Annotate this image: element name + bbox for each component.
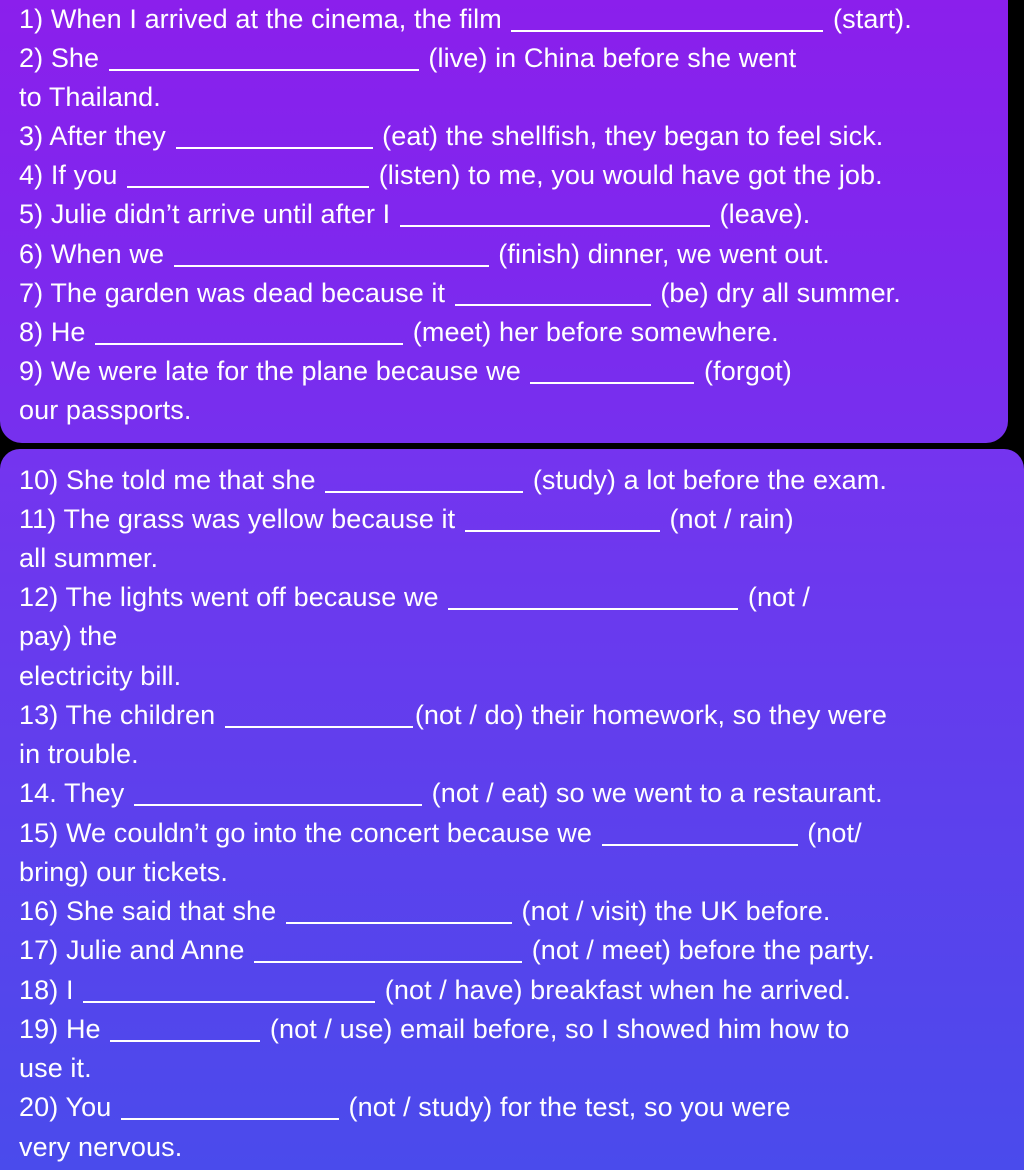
exercise-number: 16) [19,896,59,926]
sentence-start: She said that she [65,896,277,926]
answer-blank[interactable] [325,491,523,493]
answer-blank[interactable] [448,608,738,610]
verb-hint: (not / [747,582,811,612]
verb-hint: (forgot) [704,356,792,386]
exercise-15-continuation: bring) our tickets. [19,857,228,887]
exercise-number: 18) [19,975,59,1005]
answer-blank[interactable] [225,726,413,728]
answer-blank[interactable] [83,1001,375,1003]
answer-blank[interactable] [602,844,798,846]
exercise-number: 10) [19,465,59,495]
exercise-13 [19,697,887,733]
verb-hint: (not / have) breakfast when he arrived. [384,975,851,1005]
exercise-number: 9) [19,356,44,386]
answer-blank[interactable] [286,922,512,924]
exercise-number: 7) [19,278,44,308]
sentence-start: When I arrived at the cinema, the film [50,4,502,34]
exercise-number: 6) [19,239,44,269]
answer-blank[interactable] [530,382,694,384]
exercise-9-continuation: our passports. [19,395,192,425]
verb-hint: (leave). [719,199,811,229]
exercise-7 [19,275,901,311]
exercise-6 [19,236,830,272]
sentence-start: She told me that she [65,465,316,495]
verb-hint: (start). [833,4,912,34]
answer-blank[interactable] [455,304,651,306]
exercise-17 [19,932,875,968]
answer-blank[interactable] [176,147,373,149]
answer-blank[interactable] [511,30,823,32]
sentence-start: You [65,1092,112,1122]
exercise-number: 15) [19,818,59,848]
exercise-15 [19,815,862,851]
exercise-20-continuation: very nervous. [19,1132,183,1162]
sentence-start: The garden was dead because it [50,278,446,308]
exercise-5 [19,196,810,232]
exercise-3 [19,118,883,154]
sentence-start: She [50,43,100,73]
exercise-number: 3) [19,121,44,151]
verb-hint: (not / do) their homework, so they were [414,700,887,730]
exercise-number: 12) [19,582,59,612]
answer-blank[interactable] [121,1118,339,1120]
answer-blank[interactable] [465,530,660,532]
verb-hint: (not/ [807,818,862,848]
exercise-number: 2) [19,43,44,73]
sentence-start: He [65,1014,101,1044]
exercise-10 [19,462,887,498]
sentence-start: Julie and Anne [65,935,245,965]
sentence-start: The lights went off because we [65,582,439,612]
verb-hint: (not / study) for the test, so you were [348,1092,791,1122]
exercise-11 [19,501,794,537]
exercise-8 [19,314,779,350]
bottom-message-panel [0,449,1024,1170]
exercise-20 [19,1089,791,1125]
exercise-number: 20) [19,1092,59,1122]
answer-blank[interactable] [174,265,489,267]
sentence-start: Julie didn’t arrive until after I [50,199,391,229]
sentence-start: The grass was yellow because it [63,504,456,534]
exercise-4 [19,157,883,193]
exercise-16 [19,893,830,929]
exercise-number: 4) [19,160,44,190]
top-message-panel [0,0,1008,443]
verb-hint: (eat) the shellfish, they began to feel sick. [382,121,884,151]
exercise-12-continuation-2: electricity bill. [19,661,182,691]
exercise-number: 13) [19,700,59,730]
exercise-number: 5) [19,199,44,229]
exercise-number: 8) [19,317,44,347]
exercise-number: 17) [19,935,59,965]
sentence-start: We couldn’t go into the concert because we [65,818,592,848]
exercise-12-continuation: pay) the [19,621,118,651]
exercise-number: 19) [19,1014,59,1044]
sentence-start: They [63,778,125,808]
exercise-19-continuation: use it. [19,1053,92,1083]
verb-hint: (not / eat) so we went to a restaurant. [431,778,883,808]
sentence-start: We were late for the plane because we [50,356,521,386]
sentence-start: I [65,975,74,1005]
verb-hint: (not / meet) before the party. [531,935,875,965]
verb-hint: (meet) her before somewhere. [412,317,779,347]
verb-hint: (not / use) email before, so I showed him how to [269,1014,850,1044]
sentence-start: After they [49,121,166,151]
exercise-19 [19,1011,849,1047]
answer-blank[interactable] [95,343,403,345]
verb-hint: (live) in China before she went [428,43,797,73]
answer-blank[interactable] [127,186,369,188]
answer-blank[interactable] [109,69,419,71]
exercise-2 [19,40,796,76]
answer-blank[interactable] [134,804,422,806]
verb-hint: (be) dry all summer. [660,278,901,308]
sentence-start: When we [50,239,165,269]
verb-hint: (study) a lot before the exam. [532,465,887,495]
sentence-start: If you [50,160,118,190]
verb-hint: (not / rain) [669,504,794,534]
answer-blank[interactable] [400,225,710,227]
exercise-9 [19,353,792,389]
exercise-number: 14. [19,778,57,808]
exercise-number: 11) [19,504,57,534]
exercise-18 [19,972,851,1008]
exercise-14 [19,775,883,811]
exercise-2-continuation: to Thailand. [19,82,161,112]
sentence-start: He [50,317,86,347]
answer-blank[interactable] [110,1040,260,1042]
verb-hint: (finish) dinner, we went out. [498,239,830,269]
answer-blank[interactable] [254,961,522,963]
exercise-13-continuation: in trouble. [19,739,139,769]
exercise-number: 1) [19,4,44,34]
verb-hint: (not / visit) the UK before. [521,896,831,926]
verb-hint: (listen) to me, you would have got the job. [378,160,883,190]
exercise-1 [19,1,912,37]
sentence-start: The children [65,700,216,730]
exercise-11-continuation: all summer. [19,543,159,573]
exercise-12 [19,579,810,615]
